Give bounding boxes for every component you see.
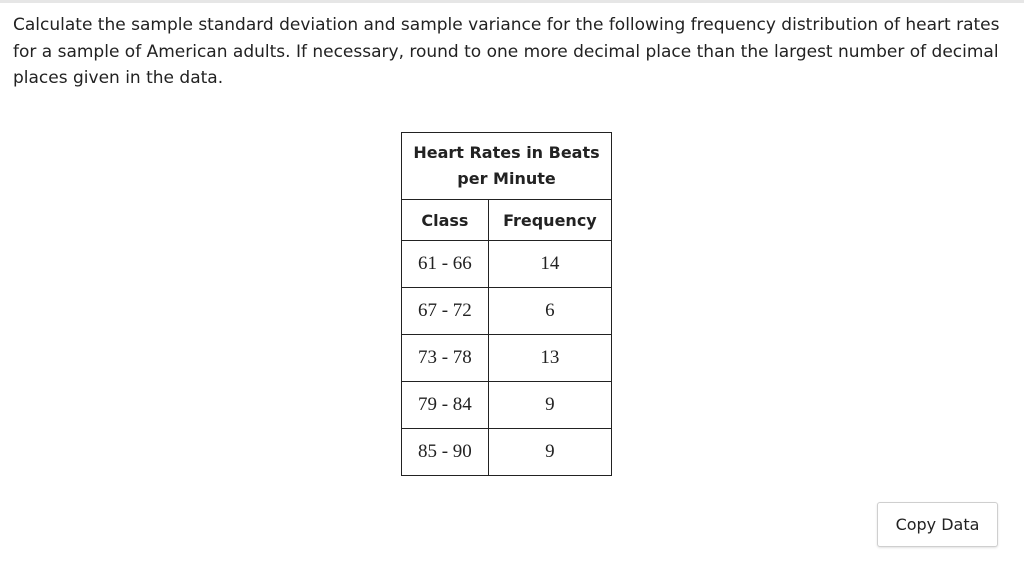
table-row bbox=[402, 288, 612, 335]
class-cell: 85 - 90 bbox=[402, 429, 489, 476]
frequency-cell: 9 bbox=[488, 429, 611, 476]
table-header-row bbox=[402, 200, 612, 241]
frequency-cell: 14 bbox=[488, 241, 611, 288]
copy-data-button[interactable]: Copy Data bbox=[877, 502, 998, 547]
frequency-table bbox=[401, 132, 612, 476]
table-row bbox=[402, 429, 612, 476]
frequency-cell: 9 bbox=[488, 382, 611, 429]
table-row bbox=[402, 382, 612, 429]
class-cell: 79 - 84 bbox=[402, 382, 489, 429]
frequency-cell: 6 bbox=[488, 288, 611, 335]
class-cell: 67 - 72 bbox=[402, 288, 489, 335]
table-caption-row bbox=[402, 133, 612, 200]
top-divider bbox=[0, 0, 1024, 3]
question-text: Calculate the sample standard deviation and sample variance for the following frequency distribution of heart rates for a sample of American adults. If necessary, round to one more decimal place than the largest number of decimal places given in the data. bbox=[13, 15, 1000, 88]
frequency-header: Frequency bbox=[488, 200, 611, 241]
frequency-cell: 13 bbox=[488, 335, 611, 382]
table-row bbox=[402, 241, 612, 288]
table-row bbox=[402, 335, 612, 382]
class-cell: 73 - 78 bbox=[402, 335, 489, 382]
class-cell: 61 - 66 bbox=[402, 241, 489, 288]
table-caption: Heart Rates in Beats per Minute bbox=[402, 133, 612, 200]
class-header: Class bbox=[402, 200, 489, 241]
